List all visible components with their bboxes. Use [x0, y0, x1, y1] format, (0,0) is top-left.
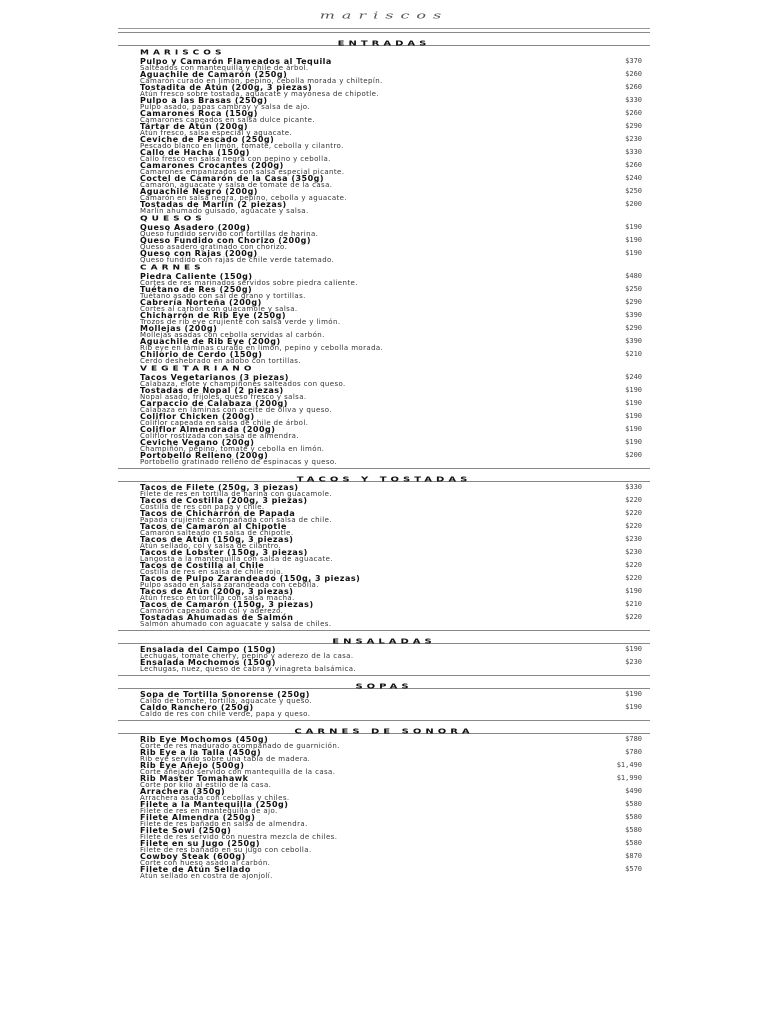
menu-item-name: Carpaccio de Calabaza (200g) [140, 399, 288, 408]
menu-item-price: $210 [625, 350, 642, 358]
menu-item-description: Rib eye servido sobre una tabla de madera. [140, 755, 311, 763]
menu-item-description: Caldo de tomate, tortilla, aguacate y queso. [140, 697, 312, 705]
menu-item-price: $780 [625, 735, 642, 743]
menu-item-description: Tuétano asado con sal de grano y tortillas. [140, 292, 306, 300]
menu-item-price: $230 [625, 535, 642, 543]
menu-item-price: $190 [625, 703, 642, 711]
menu-item-description: Camarones capeados en salsa dulce picante. [140, 116, 315, 124]
menu-item-text [140, 704, 600, 717]
menu-item-name: Portobello Relleno (200g) [140, 451, 269, 460]
menu-item-name: Tacos de Costilla al Chile [140, 561, 265, 570]
menu-item-description: Cortes de res marinados servidos sobre piedra caliente. [140, 279, 358, 287]
menu-item-price: $330 [625, 148, 642, 156]
menu-item-description: Atún fresco sobre tostada, aguacate y mayonesa de chipotle. [140, 90, 379, 98]
menu-item-name: Caldo Ranchero (250g) [140, 703, 254, 712]
menu-item-name: Rib Eye Mochomos (450g) [140, 735, 269, 744]
menu-item-name: Ceviche de Pescado (250g) [140, 135, 275, 144]
menu-item-name: Camarones Crocantes (200g) [140, 161, 284, 170]
menu-item-name: Queso con Rajas (200g) [140, 249, 258, 258]
menu-item-description: Cortes al carbón con guacamole y salsa. [140, 305, 298, 313]
menu-item-price: $250 [625, 187, 642, 195]
menu-item-description: Camarones empanizados con salsa especial picante. [140, 168, 345, 176]
section-header [118, 468, 650, 482]
menu-item-description: Queso fundido con rajas de chile verde tatemado. [140, 256, 335, 264]
menu-item-name: Tacos de Camarón al Chipotle [140, 522, 287, 531]
menu-item-price: $230 [625, 135, 642, 143]
menu-item-price: $190 [625, 223, 642, 231]
menu-item-name: Tuétano de Res (250g) [140, 285, 253, 294]
menu-item-description: Camarón curado en limón, pepino, cebolla morada y chiltepín. [140, 77, 383, 85]
menu-item-price: $190 [625, 412, 642, 420]
menu-item-price: $190 [625, 249, 642, 257]
menu-item-description: Champiñón, pepino, tomate y cebolla en limón. [140, 445, 325, 453]
menu-item-name: Tostadas de Nopal (2 piezas) [140, 386, 284, 395]
menu-item-price: $210 [625, 600, 642, 608]
section-title: TACOS Y TOSTADAS [296, 475, 472, 484]
section-header [118, 675, 650, 689]
menu-item-price: $1,490 [616, 761, 642, 769]
menu-item-description: Lechugas, tomate cherry, pepino y aderezo de la casa. [140, 652, 354, 660]
menu-item [118, 250, 650, 263]
menu-item-description: Trozos de rib eye crujiente con salsa verde y limón. [140, 318, 341, 326]
menu-item-name: Filete a la Mantequilla (250g) [140, 800, 289, 809]
menu-item [118, 659, 650, 672]
menu-item-price: $580 [625, 813, 642, 821]
menu-item-description: Camarón en salsa negra, pepino, cebolla y aguacate. [140, 194, 348, 202]
menu-item-price: $190 [625, 690, 642, 698]
menu-item-name: Tacos Vegetarianos (3 piezas) [140, 373, 289, 382]
menu-item-name: Cabrería Norteña (200g) [140, 298, 262, 307]
menu-item-price: $580 [625, 800, 642, 808]
menu-item-price: $1,990 [616, 774, 642, 782]
menu-item-name: Tostadas de Marlín (2 piezas) [140, 200, 287, 209]
menu-item-name: Aguachile de Camarón (250g) [140, 70, 288, 79]
menu-item-name: Ensalada Mochomos (150g) [140, 658, 276, 667]
menu-item-name: Chilorio de Cerdo (150g) [140, 350, 263, 359]
menu-item-description: Corte de res madurado acompañado de guarnición. [140, 742, 340, 750]
menu-item-price: $250 [625, 285, 642, 293]
menu-item-text [140, 866, 600, 879]
menu-item-description: Atún sellado en costra de ajonjolí. [140, 872, 273, 880]
menu-item-name: Aguachile de Rib Eye (200g) [140, 337, 281, 346]
menu-item-description: Portobello gratinado relleno de espinacas y queso. [140, 458, 338, 466]
menu-item-price: $230 [625, 548, 642, 556]
menu-item-price: $190 [625, 236, 642, 244]
menu-item-price: $370 [625, 57, 642, 65]
menu-item-description: Pulpo asado, papas cambray y salsa de ajo. [140, 103, 310, 111]
menu-item-description: Filete de res en tortilla de harina con guacamole. [140, 490, 332, 498]
menu-item-description: Filete de res bañado en salsa de almendra. [140, 820, 308, 828]
menu-item-text [140, 452, 600, 465]
section-header [118, 720, 650, 734]
section-title: ENSALADAS [332, 637, 436, 646]
menu-item-name: Tacos de Atún (200g, 3 piezas) [140, 587, 294, 596]
menu-item-name: Piedra Caliente (150g) [140, 272, 253, 281]
menu-item-description: Corte añejado servido con mantequilla de la casa. [140, 768, 336, 776]
menu-item-name: Tacos de Chicharrón de Papada [140, 509, 296, 518]
menu-item-description: Pescado blanco en limón, tomate, cebolla y cilantro. [140, 142, 344, 150]
section-title: CARNES DE SONORA [294, 727, 474, 736]
menu-item-name: Rib Eye Añejo (500g) [140, 761, 245, 770]
menu-item-price: $220 [625, 496, 642, 504]
menu-item-description: Coliflor rostizada con salsa de almendra. [140, 432, 299, 440]
menu-item-description: Corte con hueso asado al carbón. [140, 859, 271, 867]
menu-item-name: Chicharrón de Rib Eye (250g) [140, 311, 286, 320]
menu-item-name: Tacos de Pulpo Zarandeado (150g, 3 piezas) [140, 574, 361, 583]
menu-item [118, 614, 650, 627]
menu-item-price: $220 [625, 574, 642, 582]
menu-item-price: $220 [625, 522, 642, 530]
menu-item-description: Filete de res servido con nuestra mezcla de chiles. [140, 833, 338, 841]
menu-item-name: Rib Master Tomahawk [140, 774, 249, 783]
menu-item-text [140, 201, 600, 214]
section-title: SOPAS [355, 682, 413, 691]
menu-item-price: $190 [625, 399, 642, 407]
menu-item-name: Coliflor Almendrada (200g) [140, 425, 276, 434]
menu-item-name: Tacos de Atún (150g, 3 piezas) [140, 535, 294, 544]
menu-item-price: $190 [625, 438, 642, 446]
menu-item-price: $260 [625, 161, 642, 169]
menu-item-name: Mollejas (200g) [140, 324, 218, 333]
menu-item-name: Rib Eye a la Talla (450g) [140, 748, 262, 757]
restaurant-logo [118, 6, 650, 29]
logo-text: mariscos [319, 10, 449, 21]
menu-item-name: Coctel de Camarón de la Casa (350g) [140, 174, 325, 183]
menu-item-price: $260 [625, 109, 642, 117]
menu-item-price: $490 [625, 787, 642, 795]
menu-item-description: Filete de res bañado en su jugo con cebolla. [140, 846, 312, 854]
menu-item-name: Ensalada del Campo (150g) [140, 645, 276, 654]
menu-item-name: Tostadita de Atún (200g, 3 piezas) [140, 83, 313, 92]
menu-item-name: Pulpo a las Brasas (250g) [140, 96, 268, 105]
menu-item-description: Mollejas asadas con cebolla servidas al carbón. [140, 331, 325, 339]
subsection-title: VEGETARIANO [140, 365, 256, 373]
menu-item-name: Filete Almendra (250g) [140, 813, 256, 822]
menu-item-price: $780 [625, 748, 642, 756]
menu-item-text [140, 659, 600, 672]
menu-item-description: Langosta a la mantequilla con salsa de aguacate. [140, 555, 333, 563]
menu-item-name: Filete de Atún Sellado [140, 865, 251, 874]
menu-item-name: Tacos de Camarón (150g, 3 piezas) [140, 600, 314, 609]
menu-item-name: Camarones Roca (150g) [140, 109, 258, 118]
menu-item-description: Cerdo deshebrado en adobo con tortillas. [140, 357, 301, 365]
menu-item-price: $220 [625, 561, 642, 569]
section-header [118, 630, 650, 644]
menu-item-price: $290 [625, 324, 642, 332]
menu-item-price: $290 [625, 122, 642, 130]
menu-item-name: Tártar de Atún (200g) [140, 122, 249, 131]
menu-item [118, 452, 650, 465]
menu-item-price: $390 [625, 337, 642, 345]
menu-item-description: Coliflor capeada en salsa de chile de árbol. [140, 419, 309, 427]
menu-item-name: Pulpo y Camarón Flameados al Tequila [140, 57, 332, 66]
menu-page [118, 6, 650, 1020]
menu-item-name: Queso Fundido con Chorizo (200g) [140, 236, 312, 245]
menu-content [118, 32, 650, 879]
menu-item-description: Camarón salteado en salsa de chipotle. [140, 529, 294, 537]
menu-item-price: $870 [625, 852, 642, 860]
menu-item-price: $200 [625, 200, 642, 208]
menu-item-price: $190 [625, 386, 642, 394]
menu-item [118, 866, 650, 879]
subsection-title: CARNES [140, 264, 205, 272]
menu-item-price: $330 [625, 483, 642, 491]
menu-item-description: Atún fresco, salsa especial y aguacate. [140, 129, 293, 137]
menu-item-name: Arrachera (350g) [140, 787, 226, 796]
menu-item-description: Nopal asado, frijoles, queso fresco y salsa. [140, 393, 307, 401]
menu-item-price: $220 [625, 613, 642, 621]
menu-item-price: $390 [625, 311, 642, 319]
menu-item-price: $200 [625, 451, 642, 459]
menu-item [118, 704, 650, 717]
menu-item-description: Costilla de res en salsa de chile rojo. [140, 568, 284, 576]
section-header [118, 32, 650, 46]
section-title: ENTRADAS [337, 39, 431, 48]
menu-item-description: Marlín ahumado guisado, aguacate y salsa. [140, 207, 309, 215]
menu-item-price: $260 [625, 83, 642, 91]
menu-item-name: Filete Sowi (250g) [140, 826, 232, 835]
menu-item-name: Coliflor Chicken (200g) [140, 412, 255, 421]
menu-item-description: Pulpo asado en salsa zarandeada con cebolla. [140, 581, 319, 589]
menu-item-description: Calabaza en láminas con aceite de oliva y queso. [140, 406, 332, 414]
menu-item-price: $220 [625, 509, 642, 517]
menu-item-price: $290 [625, 298, 642, 306]
subsection-title: MARISCOS [140, 49, 226, 57]
menu-item-name: Cowboy Steak (600g) [140, 852, 246, 861]
menu-item [118, 201, 650, 214]
menu-item-description: Atún fresco en tortilla con salsa macha. [140, 594, 295, 602]
menu-item-description: Papada crujiente acompañada con salsa de chile. [140, 516, 332, 524]
menu-item-price: $190 [625, 587, 642, 595]
menu-item-description: Salmón ahumado con aguacate y salsa de chiles. [140, 620, 332, 628]
subsection-title: QUESOS [140, 215, 206, 223]
menu-item-text [140, 250, 600, 263]
menu-item-description: Atún sellado, col y salsa de cilantro. [140, 542, 282, 550]
menu-item-price: $480 [625, 272, 642, 280]
menu-item-name: Filete en su Jugo (250g) [140, 839, 260, 848]
menu-item-name: Callo de Hacha (150g) [140, 148, 250, 157]
menu-item-price: $240 [625, 174, 642, 182]
menu-item-description: Salteados con mantequilla y chile de árbol. [140, 64, 309, 72]
menu-item-name: Ceviche Vegano (200g) [140, 438, 255, 447]
menu-item-price: $190 [625, 425, 642, 433]
menu-item-name: Tacos de Costilla (200g, 3 piezas) [140, 496, 308, 505]
menu-item-description: Camarón, aguacate y salsa de tomate de la casa. [140, 181, 333, 189]
menu-item-description: Lechugas, nuez, queso de cabra y vinagreta balsámica. [140, 665, 357, 673]
menu-item-description: Costilla de res con papa y chile. [140, 503, 265, 511]
menu-item [118, 351, 650, 364]
menu-item-description: Camarón capeado con col y aderezo. [140, 607, 284, 615]
menu-item-price: $190 [625, 645, 642, 653]
menu-item-price: $230 [625, 658, 642, 666]
menu-item-name: Tacos de Filete (250g, 3 piezas) [140, 483, 299, 492]
menu-item-price: $580 [625, 839, 642, 847]
menu-item-description: Arrachera asada con cebollas y chiles. [140, 794, 290, 802]
menu-item-name: Queso Asadero (200g) [140, 223, 251, 232]
menu-item-price: $580 [625, 826, 642, 834]
menu-item-description: Callo fresco en salsa negra con pepino y cebolla. [140, 155, 331, 163]
menu-item-description: Caldo de res con chile verde, papa y queso. [140, 710, 311, 718]
menu-item-price: $260 [625, 70, 642, 78]
menu-item-name: Sopa de Tortilla Sonorense (250g) [140, 690, 310, 699]
menu-item-description: Rib eye en láminas curado en limón, pepino y cebolla morada. [140, 344, 384, 352]
menu-item-text [140, 614, 600, 627]
menu-item-price: $330 [625, 96, 642, 104]
menu-item-price: $240 [625, 373, 642, 381]
menu-item-name: Aguachile Negro (200g) [140, 187, 258, 196]
menu-item-name: Tostadas Ahumadas de Salmón [140, 613, 294, 622]
menu-item-price: $570 [625, 865, 642, 873]
menu-item-text [140, 351, 600, 364]
menu-item-name: Tacos de Lobster (150g, 3 piezas) [140, 548, 308, 557]
menu-item-description: Filete de res en mantequilla de ajo. [140, 807, 278, 815]
menu-item-description: Queso fundido servido con tortillas de harina. [140, 230, 319, 238]
menu-item-description: Calabaza, elote y champiñones salteados con queso. [140, 380, 346, 388]
menu-item-description: Queso asadero gratinado con chorizo. [140, 243, 288, 251]
menu-item-description: Corte por kilo al estilo de la casa. [140, 781, 272, 789]
